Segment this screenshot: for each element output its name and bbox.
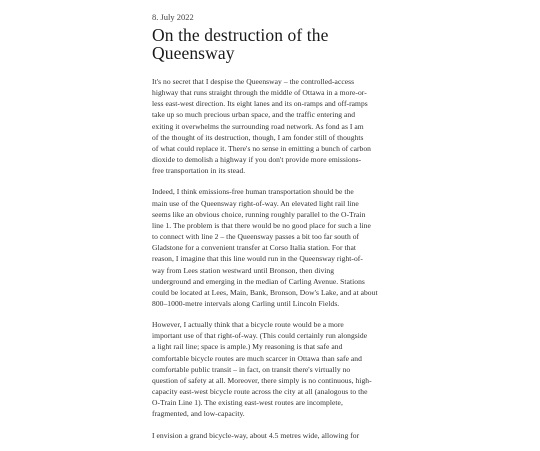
- paragraph: [152, 76, 412, 176]
- paragraph-line: could be located at Lees, Main, Bank, Bronson, Dow's Lake, and at about: [152, 287, 378, 297]
- paragraph-line: dioxide to demolish a highway if you don't provide more emissions-: [152, 155, 362, 165]
- paragraph-line: Indeed, I think emissions-free human transportation should be the: [152, 187, 354, 197]
- paragraph-line: exiting it overwhelms the surrounding road network. As fond as I am: [152, 121, 364, 131]
- paragraph-line: of the thought of its destruction, though, I am fonder still of thoughts: [152, 132, 364, 142]
- post-title-line: On the destruction of the: [152, 25, 329, 45]
- paragraph-line: take up so much precious urban space, and the traffic entering and: [152, 110, 356, 120]
- paragraph-line: It's no secret that I despise the Queensway – the controlled-access: [152, 77, 355, 86]
- paragraph-line: capacity east-west bicycle route across the city at all (analogous to the: [152, 387, 368, 397]
- paragraph-line: underground and emerging in the median of Carling Avenue. Stations: [152, 276, 365, 286]
- paragraph-line: less east-west direction. Its eight lanes and its on-ramps and off-ramps: [152, 99, 368, 109]
- paragraph-line: reason, I imagine that this line would run in the Queensway right-of-: [152, 254, 363, 264]
- post-title-line: Queensway: [152, 43, 235, 63]
- paragraph-line: However, I actually think that a bicycle route would be a more: [152, 320, 344, 330]
- post-body: [152, 76, 412, 441]
- paragraph-line: free transportation in its stead.: [152, 166, 246, 176]
- paragraph-line: O-Train Line 1). The existing east-west routes are incomplete,: [152, 398, 343, 408]
- paragraph-line: seems like an obvious choice, running roughly parallel to the O-Train: [152, 209, 366, 219]
- paragraph-line: main use of the Queensway right-of-way. An elevated light rail line: [152, 198, 359, 208]
- paragraph-line: of what could replace it. There's no sense in emitting a bunch of carbon: [152, 143, 371, 153]
- paragraph-line: I envision a grand bicycle-way, about 4.5 metres wide, allowing for: [152, 430, 360, 440]
- paragraph-line: to connect with line 2 – the Queensway passes a bit too far south of: [152, 232, 360, 242]
- paragraph: [152, 186, 412, 309]
- paragraph-line: way from Lees station westward until Bronson, then diving: [152, 265, 335, 275]
- paragraph-line: question of safety at all. Moreover, there simply is no continuous, high-: [152, 375, 372, 385]
- paragraph-line: highway that runs straight through the middle of Ottawa in a more-or-: [152, 88, 367, 98]
- paragraph: [152, 319, 412, 419]
- paragraph-line: line 1. The problem is that there would be no good place for such a line: [152, 220, 371, 230]
- paragraph-line: 800–1000-metre intervals along Carling until Lincoln Fields.: [152, 298, 340, 308]
- paragraph-line: a light rail line; space is ample.) My reasoning is that safe and: [152, 342, 343, 352]
- paragraph-line: important use of that right-of-way. (This could certainly run alongside: [152, 331, 368, 341]
- post-date: 8. July 2022: [152, 12, 194, 22]
- post-title: [152, 26, 412, 62]
- paragraph-line: comfortable public transit – in fact, on transit there's virtually no: [152, 364, 351, 374]
- article: [152, 12, 412, 451]
- paragraph: [152, 430, 412, 441]
- paragraph-line: comfortable bicycle routes are much scarcer in Ottawa than safe and: [152, 353, 362, 363]
- paragraph-line: Gladstone for a convenient transfer at Corso Italia station. For that: [152, 243, 357, 253]
- paragraph-line: fragmented, and low-capacity.: [152, 409, 245, 419]
